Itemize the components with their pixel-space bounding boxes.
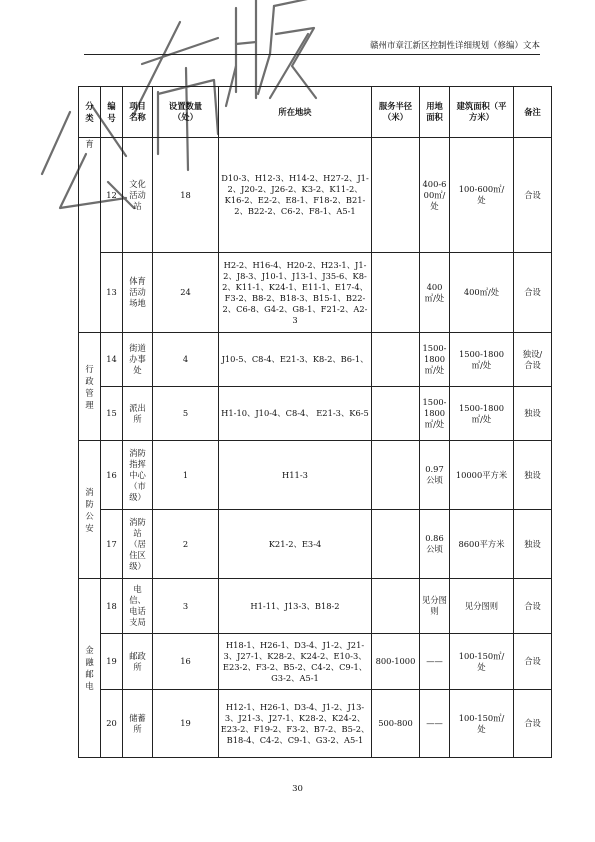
category-cell: 消防公安 — [79, 441, 101, 579]
radius-cell — [372, 579, 420, 634]
plots-cell: H1-11、J13-3、B18-2 — [219, 579, 372, 634]
header-radius: 服务半径（米） — [372, 87, 420, 138]
header-name: 项目名称 — [123, 87, 153, 138]
count-cell: 4 — [153, 333, 219, 387]
note-cell: 独设 — [514, 510, 552, 579]
note-cell: 合设 — [514, 634, 552, 690]
table-row — [79, 387, 552, 441]
page-header — [84, 41, 540, 55]
plots-cell: H11-3 — [219, 441, 372, 510]
table-row — [79, 510, 552, 579]
number-cell: 18 — [101, 579, 123, 634]
header-category: 分类 — [79, 87, 101, 138]
building-area-cell: 1500-1800㎡/处 — [450, 333, 514, 387]
number-cell: 20 — [101, 690, 123, 758]
plots-cell: H18-1、H26-1、D3-4、J1-2、J21-3、J27-1、K28-2、K24-2、E10-3、E23-2、F3-2、B5-2、C4-2、C9-1、G3-2、A5-1 — [219, 634, 372, 690]
table-row — [79, 690, 552, 758]
note-cell: 独设 — [514, 387, 552, 441]
name-cell: 电信、电话支局 — [123, 579, 153, 634]
note-cell: 合设 — [514, 690, 552, 758]
table-row — [79, 253, 552, 333]
count-cell: 3 — [153, 579, 219, 634]
building-area-cell: 100-600㎡/处 — [450, 138, 514, 253]
radius-cell — [372, 387, 420, 441]
radius-cell — [372, 510, 420, 579]
header-note: 备注 — [514, 87, 552, 138]
number-cell: 16 — [101, 441, 123, 510]
number-cell: 15 — [101, 387, 123, 441]
plots-cell: J10-5、C8-4、E21-3、K8-2、B6-1、 — [219, 333, 372, 387]
plots-cell: D10-3、H12-3、H14-2、H27-2、J1-2、J20-2、J26-2、K3-2、K11-2、K16-2、E2-2、E8-1、F18-2、B21-2、B22-2、C6-2、F8-1、A5-1 — [219, 138, 372, 253]
land-area-cell: 400-600㎡/处 — [420, 138, 450, 253]
name-cell: 街道办事处 — [123, 333, 153, 387]
number-cell: 14 — [101, 333, 123, 387]
table-row — [79, 333, 552, 387]
table-row — [79, 634, 552, 690]
count-cell: 2 — [153, 510, 219, 579]
land-area-cell: —— — [420, 690, 450, 758]
land-area-cell: 见分图则 — [420, 579, 450, 634]
note-cell: 合设 — [514, 138, 552, 253]
plots-cell: H12-1、H26-1、D3-4、J1-2、J13-3、J21-3、J27-1、K28-2、K24-2、E23-2、F19-2、F3-2、B7-2、B5-2、B18-4、C4-2、C9-1、G3-2、A5-1 — [219, 690, 372, 758]
building-area-cell: 100-150㎡/处 — [450, 634, 514, 690]
header-building-area: 建筑面积（平方米） — [450, 87, 514, 138]
plots-cell: K21-2、E3-4 — [219, 510, 372, 579]
land-area-cell: 400㎡/处 — [420, 253, 450, 333]
building-area-cell: 100-150㎡/处 — [450, 690, 514, 758]
building-area-cell: 400㎡/处 — [450, 253, 514, 333]
name-cell: 派出所 — [123, 387, 153, 441]
document-title: 赣州市章江新区控制性详细规划（修编）文本 — [369, 41, 540, 51]
table-row — [79, 441, 552, 510]
number-cell: 19 — [101, 634, 123, 690]
count-cell: 19 — [153, 690, 219, 758]
count-cell: 18 — [153, 138, 219, 253]
plots-cell: H1-10、J10-4、C8-4、 E21-3、K6-5 — [219, 387, 372, 441]
category-cell: 育 — [79, 138, 101, 333]
name-cell: 体育活动场地 — [123, 253, 153, 333]
name-cell: 消防站（居住区级） — [123, 510, 153, 579]
land-area-cell: 0.86公顷 — [420, 510, 450, 579]
radius-cell — [372, 138, 420, 253]
radius-cell — [372, 441, 420, 510]
header-land-area: 用地面积 — [420, 87, 450, 138]
number-cell: 13 — [101, 253, 123, 333]
name-cell: 邮政所 — [123, 634, 153, 690]
plots-cell: H2-2、H16-4、H20-2、H23-1、J1-2、J8-3、J10-1、J13-1、J35-6、K8-2、K11-1、K24-1、E11-1、E17-4、F3-2、B8-2、B18-3、B15-1、B22-2、C6-8、G4-2、G8-1、F21-2、A2-3 — [219, 253, 372, 333]
note-cell: 独设/合设 — [514, 333, 552, 387]
category-cell: 行政管理 — [79, 333, 101, 441]
land-area-cell: 1500-1800㎡/处 — [420, 333, 450, 387]
facilities-table — [78, 86, 552, 758]
count-cell: 24 — [153, 253, 219, 333]
land-area-cell: 1500-1800㎡/处 — [420, 387, 450, 441]
count-cell: 5 — [153, 387, 219, 441]
note-cell: 合设 — [514, 579, 552, 634]
building-area-cell: 8600平方米 — [450, 510, 514, 579]
header-number: 编号 — [101, 87, 123, 138]
name-cell: 消防指挥中心（市级） — [123, 441, 153, 510]
count-cell: 1 — [153, 441, 219, 510]
land-area-cell: 0.97公顷 — [420, 441, 450, 510]
land-area-cell: —— — [420, 634, 450, 690]
table-row — [79, 579, 552, 634]
count-cell: 16 — [153, 634, 219, 690]
page-number: 30 — [292, 784, 303, 794]
name-cell: 文化活动站 — [123, 138, 153, 253]
number-cell: 12 — [101, 138, 123, 253]
table-row — [79, 138, 552, 253]
header-count: 设置数量（处） — [153, 87, 219, 138]
building-area-cell: 见分图则 — [450, 579, 514, 634]
category-cell: 金融邮电 — [79, 579, 101, 758]
table-header-row — [79, 87, 552, 138]
radius-cell: 500-800 — [372, 690, 420, 758]
radius-cell — [372, 333, 420, 387]
note-cell: 合设 — [514, 253, 552, 333]
radius-cell — [372, 253, 420, 333]
number-cell: 17 — [101, 510, 123, 579]
building-area-cell: 10000平方米 — [450, 441, 514, 510]
name-cell: 储蓄所 — [123, 690, 153, 758]
header-plots: 所在地块 — [219, 87, 372, 138]
building-area-cell: 1500-1800㎡/处 — [450, 387, 514, 441]
note-cell: 独设 — [514, 441, 552, 510]
radius-cell: 800-1000 — [372, 634, 420, 690]
